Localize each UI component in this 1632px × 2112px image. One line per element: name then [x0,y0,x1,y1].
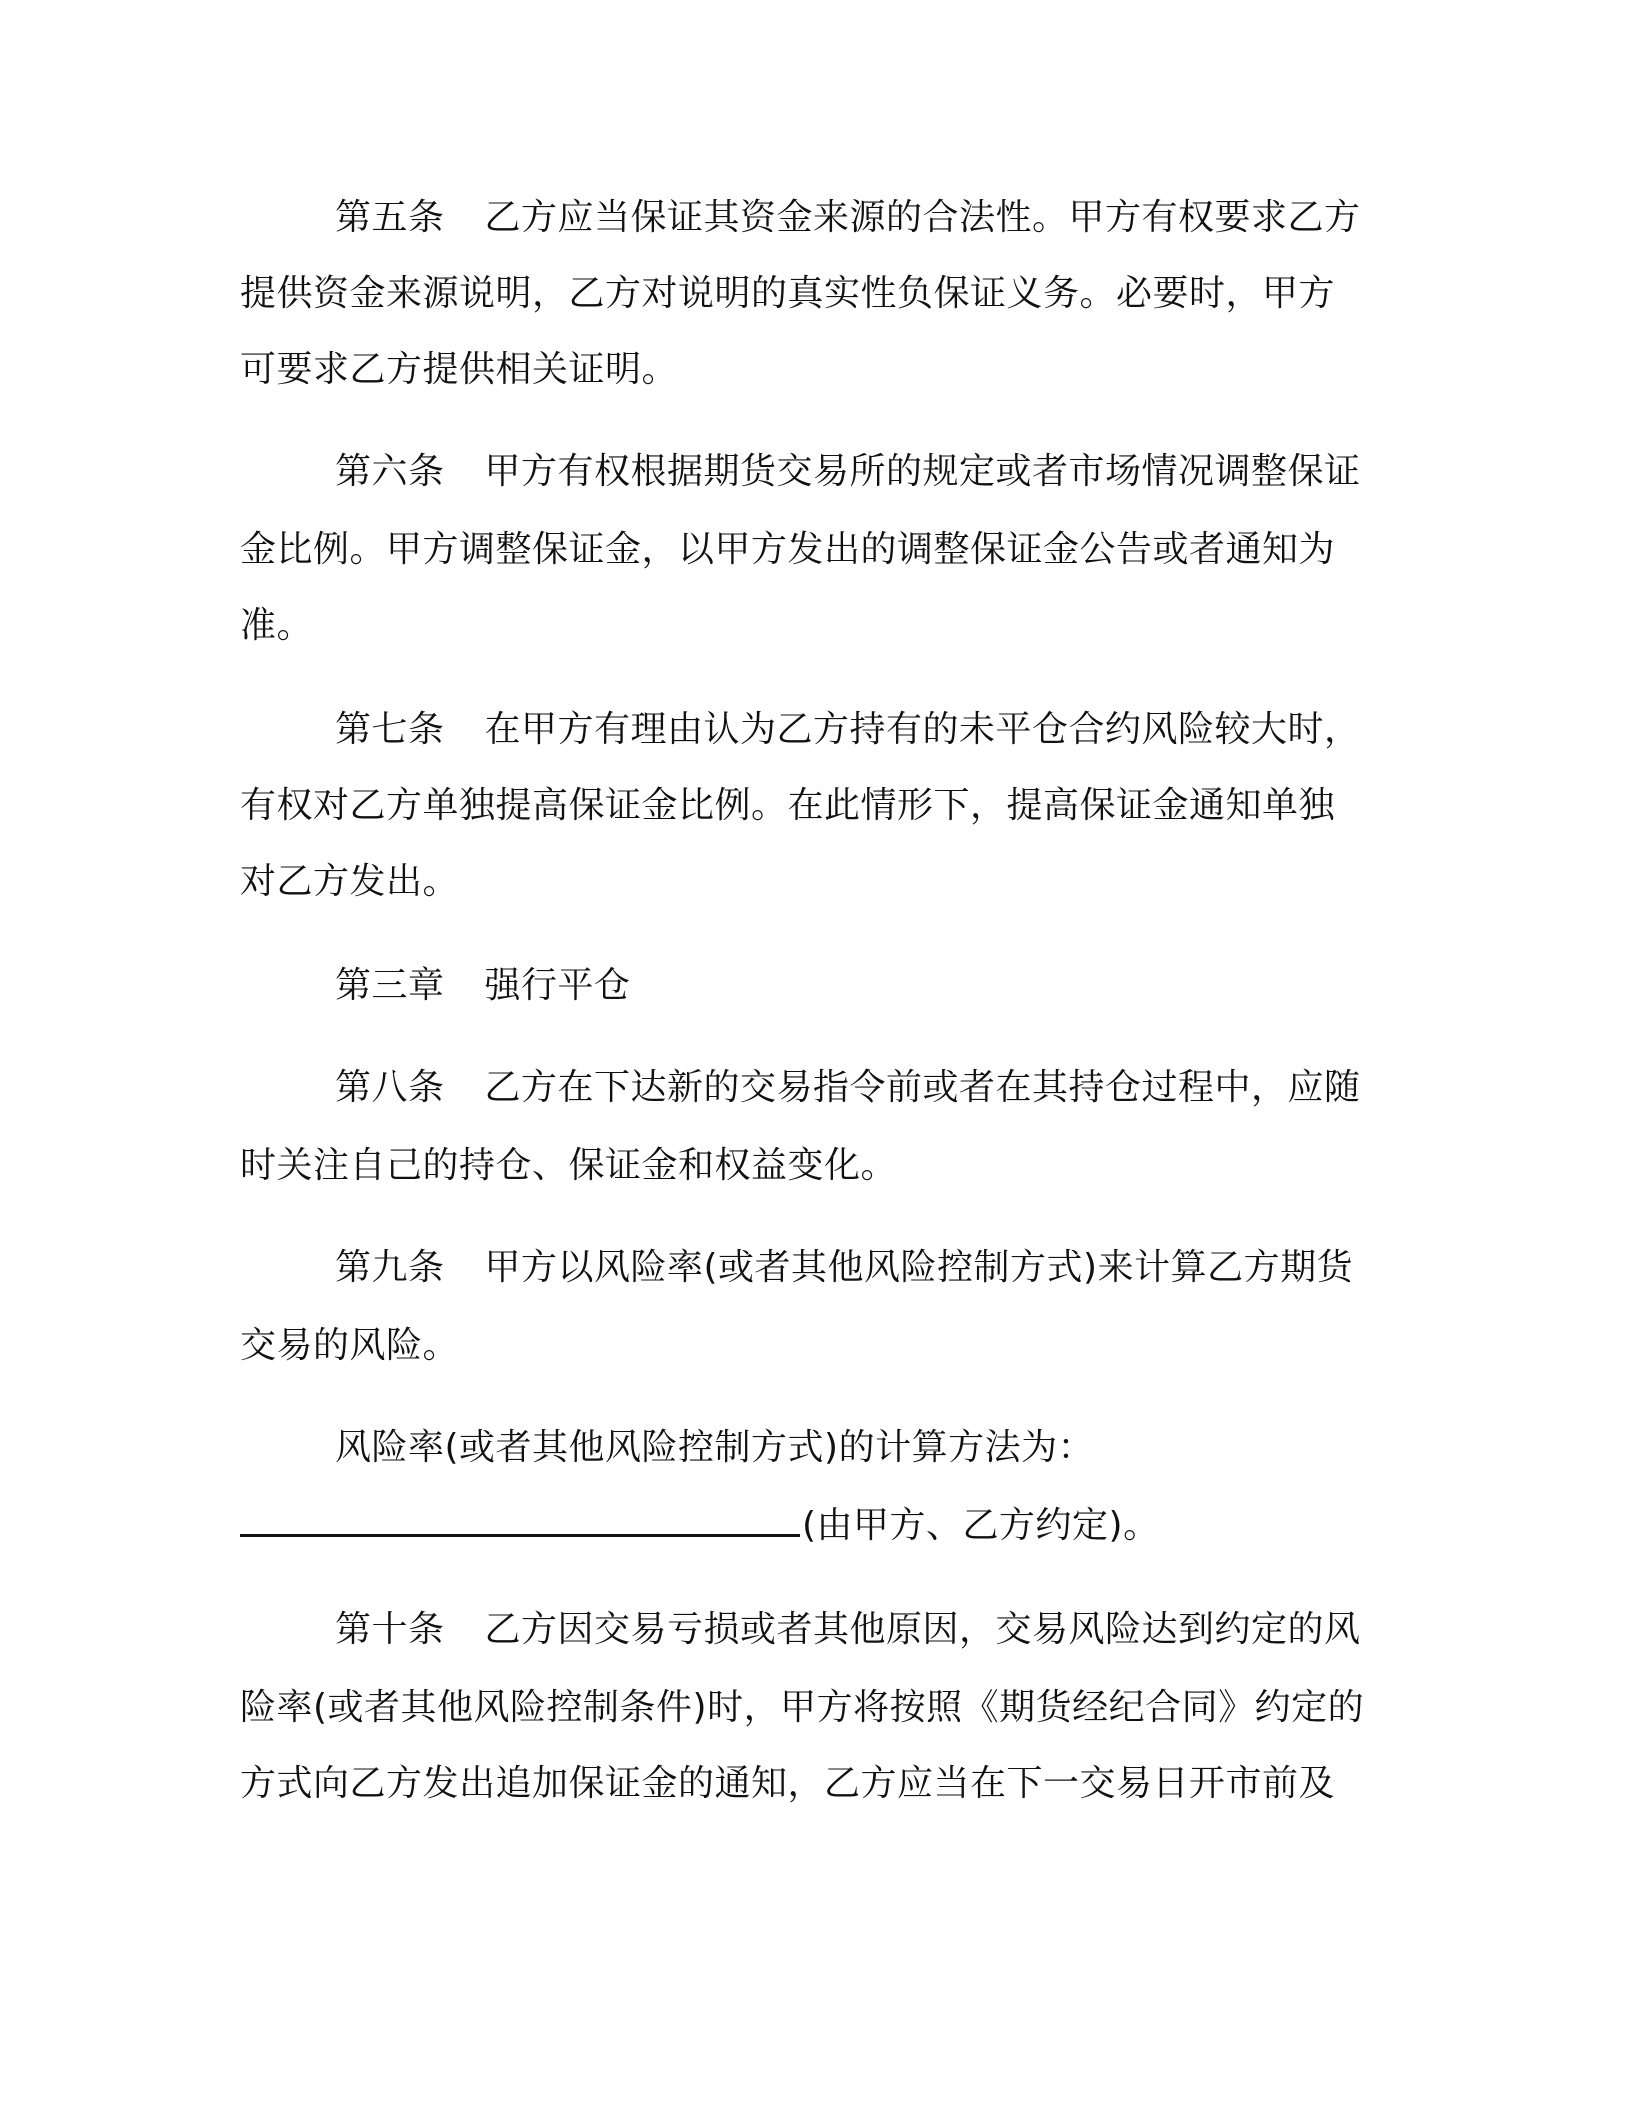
article-9-heading: 第九条 [335,1247,445,1288]
article-6-line-3: 准。 [240,605,314,646]
article-10-heading: 第十条 [335,1609,445,1650]
article-10-line-1 [335,1604,1361,1656]
article-6-heading: 第六条 [335,451,445,492]
article-5-line-3: 可要求乙方提供相关证明。 [240,349,679,390]
article-6-line-2: 金比例。甲方调整保证金，以甲方发出的调整保证金公告或者通知为 [240,529,1336,570]
article-9-line-2: 交易的风险。 [240,1325,460,1366]
article-10-line-2: 险率(或者其他风险控制条件)时，甲方将按照《期货经纪合同》约定的 [240,1687,1365,1728]
article-9-text-1: 甲方以风险率(或者其他风险控制方式)来计算乙方期货 [484,1247,1354,1288]
article-8-heading: 第八条 [335,1067,445,1108]
article-7-line-1 [335,704,1361,756]
article-7-text-1: 在甲方有理由认为乙方持有的未平仓合约风险较大时， [484,709,1361,750]
article-7-heading: 第七条 [335,709,445,750]
article-10-text-1: 乙方因交易亏损或者其他原因，交易风险达到约定的风 [484,1609,1361,1650]
formula-line-1: 风险率(或者其他风险控制方式)的计算方法为： [335,1427,1095,1468]
article-5-text-1: 乙方应当保证其资金来源的合法性。甲方有权要求乙方 [484,197,1361,238]
formula-line-2 [240,1500,1160,1552]
article-6-line-1 [335,446,1361,498]
chapter-3-heading-line [335,960,631,1012]
article-5-line-1 [335,192,1361,244]
article-9-line-1 [335,1242,1353,1294]
chapter-3-heading: 第三章 [335,965,445,1006]
article-7-line-2: 有权对乙方单独提高保证金比例。在此情形下，提高保证金通知单独 [240,785,1336,826]
article-5-line-2: 提供资金来源说明，乙方对说明的真实性负保证义务。必要时，甲方 [240,273,1336,314]
article-8-text-1: 乙方在下达新的交易指令前或者在其持仓过程中，应随 [484,1067,1361,1108]
article-6-text-1: 甲方有权根据期货交易所的规定或者市场情况调整保证 [484,451,1361,492]
fill-in-blank[interactable] [240,1500,800,1537]
article-7-line-3: 对乙方发出。 [240,861,460,902]
chapter-3-title: 强行平仓 [484,965,631,1006]
article-5-heading: 第五条 [335,197,445,238]
article-8-line-1 [335,1062,1361,1114]
article-10-line-3: 方式向乙方发出追加保证金的通知，乙方应当在下一交易日开市前及 [240,1763,1336,1804]
formula-agreed-text: (由甲方、乙方约定)。 [802,1505,1160,1546]
article-8-line-2: 时关注自己的持仓、保证金和权益变化。 [240,1145,898,1186]
